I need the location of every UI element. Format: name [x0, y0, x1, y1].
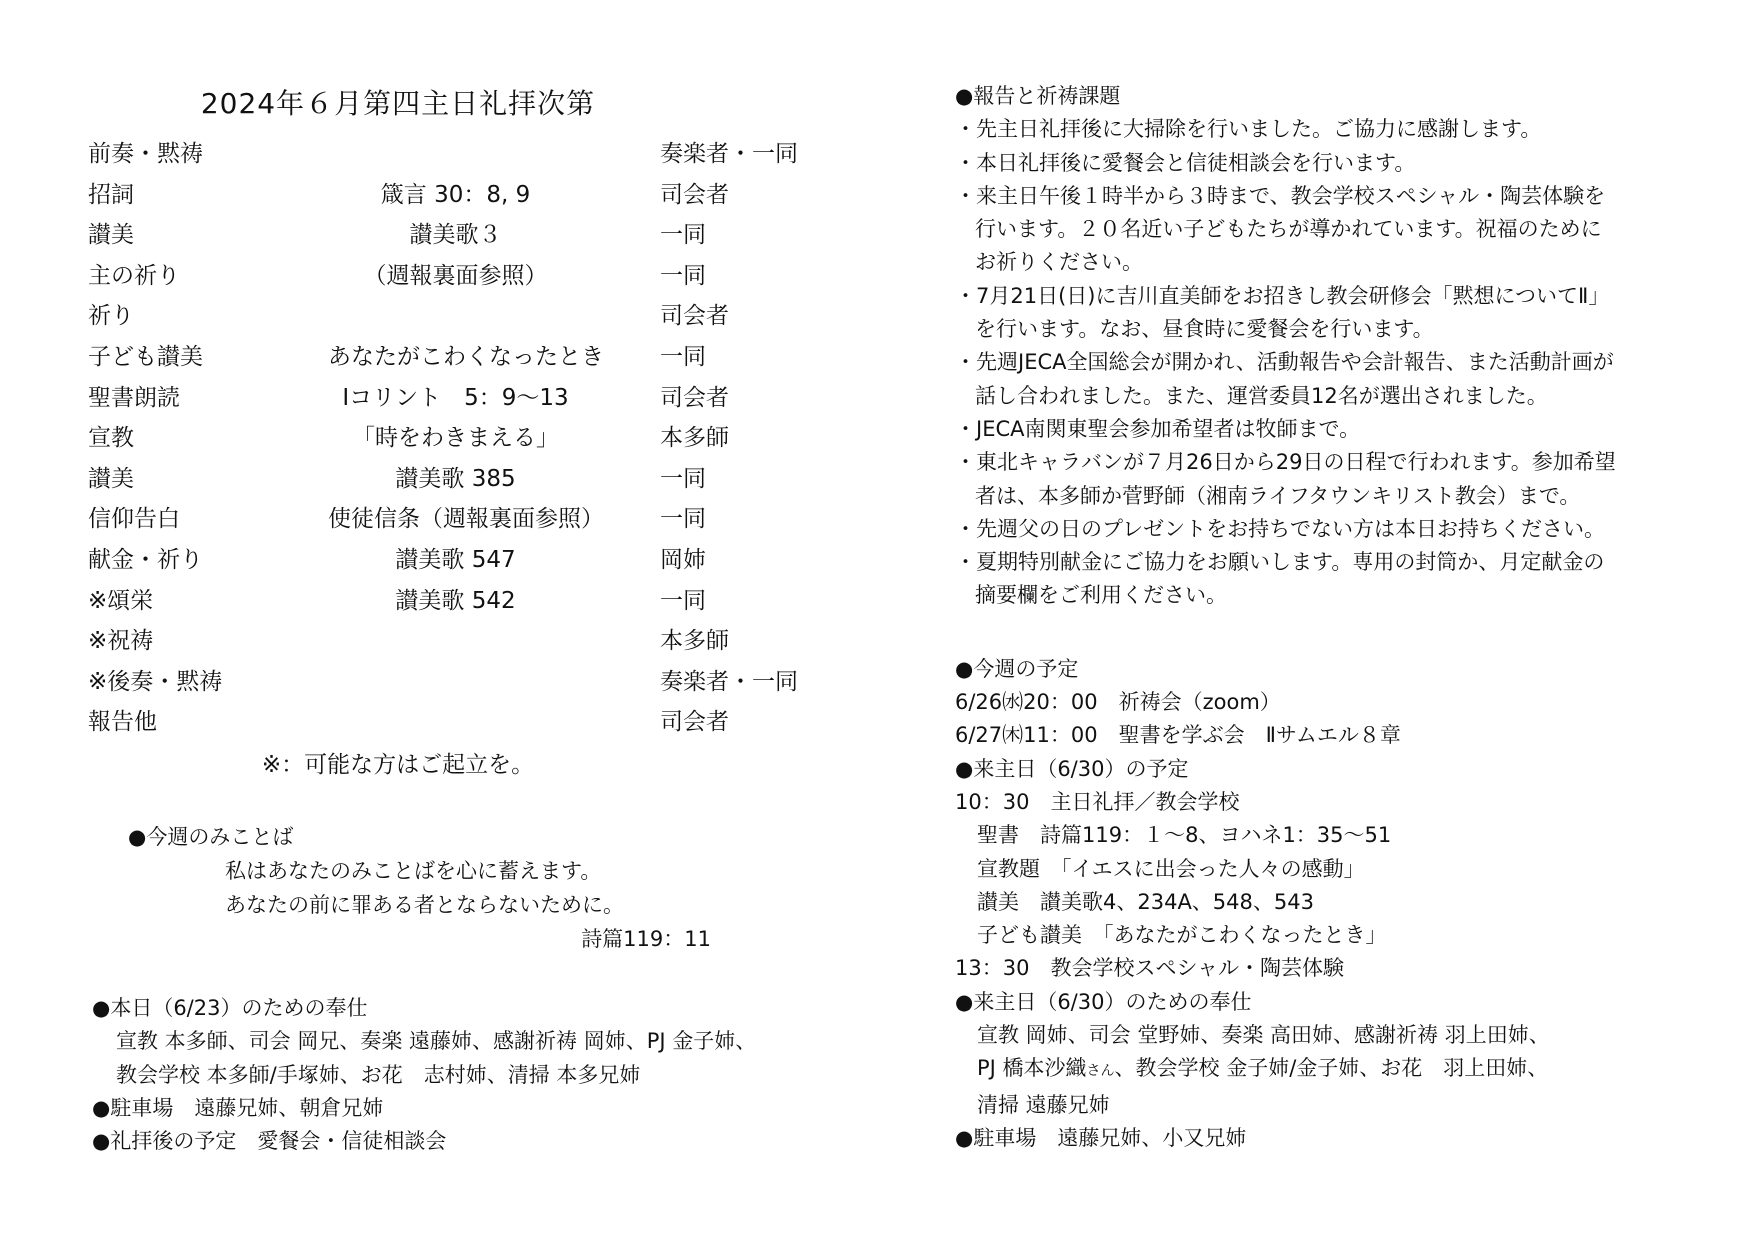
report-item: ・先週JECA全国総会が開かれ、活動報告や会計報告、また活動計画が	[955, 350, 1614, 375]
order-row	[88, 581, 868, 622]
order-row	[88, 540, 868, 581]
next-service-heading: ●来主日（6/30）のための奉仕	[955, 989, 1252, 1014]
today-parking: ●駐車場 遠藤兄姉、朝倉兄姉	[92, 1095, 384, 1120]
order-row	[88, 175, 868, 216]
order-reference: あなたがこわくなったとき	[328, 343, 604, 370]
order-leader: 一同	[660, 465, 706, 492]
report-item: ・JECA南関東聖会参加希望者は牧師まで。	[955, 416, 1361, 441]
order-of-service	[88, 84, 868, 785]
order-row	[88, 702, 868, 743]
next-service-text: PJ 橋本沙織	[977, 1056, 1087, 1081]
report-item: ・夏期特別献金にご協力をお願いします。専用の封筒か、月定献金の	[955, 550, 1605, 575]
order-row	[88, 296, 868, 337]
report-item: ・東北キャラバンが７月26日から29日の日程で行われます。参加希望	[955, 450, 1616, 475]
next-sunday-detail: 宣教題 「イエスに出会った人々の感動」	[977, 856, 1365, 881]
report-item-continued: を行います。なお、昼食時に愛餐会を行います。	[975, 317, 1434, 342]
order-row	[88, 418, 868, 459]
weekly-word-line: 私はあなたのみことばを心に蓄えます。	[225, 859, 602, 883]
order-leader: 奏楽者・一同	[660, 668, 798, 695]
report-item: ・本日礼拝後に愛餐会と信徒相談会を行います。	[955, 150, 1416, 175]
order-item: 献金・祈り	[88, 546, 203, 573]
next-sunday-detail: 讃美 讃美歌4、234A、548、543	[977, 889, 1314, 914]
order-item: 報告他	[88, 709, 157, 736]
order-leader: 奏楽者・一同	[660, 141, 798, 167]
next-service-line: 宣教 岡姉、司会 堂野姉、奏楽 高田姉、感謝祈祷 羽上田姉、	[977, 1023, 1550, 1048]
order-reference: 箴言 30：8, 9	[380, 181, 531, 208]
order-leader: 一同	[660, 262, 706, 289]
after-service-plan: ●礼拝後の予定 愛餐会・信徒相談会	[92, 1129, 447, 1154]
weekly-word	[128, 820, 728, 956]
order-leader: 司会者	[660, 181, 729, 208]
today-service	[92, 992, 852, 1158]
order-leader: 一同	[660, 506, 706, 533]
order-item: 讃美	[88, 465, 134, 492]
order-leader: 本多師	[660, 628, 729, 655]
order-reference: Ⅰコリント 5：9～13	[342, 384, 569, 411]
report-item-continued: お祈りください。	[975, 250, 1143, 275]
report-item: ・7月21日(日)に吉川直美師をお招きし教会研修会「黙想についてⅡ」	[955, 283, 1610, 308]
order-leader: 岡姉	[660, 546, 706, 573]
schedule-line: 6/26㈬20：00 祈祷会（zoom）	[955, 690, 1281, 715]
order-leader: 司会者	[660, 384, 729, 411]
order-row	[88, 134, 868, 175]
report-item: ・来主日午後１時半から３時まで、教会学校スペシャル・陶芸体験を	[955, 183, 1606, 208]
order-row	[88, 621, 868, 662]
next-sunday-detail: 子ども讃美 「あなたがこわくなったとき」	[977, 923, 1387, 948]
order-row	[88, 215, 868, 256]
report-item-continued: 者は、本多師か菅野師（湘南ライフタウンキリスト教会）まで。	[975, 483, 1581, 508]
order-reference: 讃美歌 542	[395, 587, 516, 614]
weekly-word-citation: 詩篇119：11	[581, 927, 711, 951]
order-item: 子ども讃美	[88, 343, 203, 370]
order-leader: 司会者	[660, 709, 729, 736]
today-service-line: 宣教 本多師、司会 岡兄、奏楽 遠藤姉、感謝祈祷 岡姉、PJ 金子姉、	[116, 1029, 757, 1054]
reports-heading: ●報告と祈祷課題	[955, 84, 1121, 108]
order-item: ※祝祷	[88, 628, 154, 655]
order-item: 讃美	[88, 222, 134, 249]
page-title: 2024年６月第四主日礼拝次第	[200, 87, 596, 120]
order-item: 前奏・黙祷	[88, 141, 203, 167]
order-reference: （週報裏面参照）	[363, 262, 548, 289]
order-item: ※後奏・黙祷	[88, 668, 223, 695]
next-service-text: 、教会学校 金子姉/金子姉、お花 羽上田姉、	[1114, 1056, 1549, 1081]
order-reference: 讃美歌３	[409, 222, 502, 249]
order-leader: 一同	[660, 587, 706, 614]
standing-note: ※：可能な方はご起立を。	[261, 751, 535, 778]
reports-list	[955, 113, 1675, 612]
next-sunday-time: 13：30 教会学校スペシャル・陶芸体験	[955, 956, 1345, 981]
order-item: 信仰告白	[88, 506, 180, 533]
order-item: ※頌栄	[88, 587, 154, 614]
order-row	[88, 662, 868, 703]
order-item: 祈り	[88, 303, 134, 330]
order-item: 主の祈り	[88, 262, 180, 289]
schedule-line: 6/27㈭11：00 聖書を学ぶ会 Ⅱサムエル８章	[955, 723, 1401, 748]
next-service-honorific: さん	[1086, 1063, 1115, 1080]
order-reference: 「時をわきまえる」	[352, 425, 559, 452]
today-service-heading: ●本日（6/23）のための奉仕	[92, 996, 368, 1020]
report-item-continued: 話し合われました。また、運営委員12名が選出されました。	[975, 383, 1548, 408]
next-service-line: 清掃 遠藤兄姉	[977, 1092, 1110, 1117]
order-row	[88, 378, 868, 419]
order-row	[88, 337, 868, 378]
order-row	[88, 499, 868, 540]
order-reference: 讃美歌 385	[395, 465, 516, 492]
report-item: ・先週父の日のプレゼントをお持ちでない方は本日お持ちください。	[955, 516, 1605, 541]
order-reference: 使徒信条（週報裏面参照）	[328, 506, 604, 533]
order-row	[88, 256, 868, 297]
next-service-line	[955, 1052, 1675, 1088]
order-leader: 一同	[660, 222, 706, 249]
order-item: 招詞	[88, 181, 134, 208]
report-item-continued: 摘要欄をご利用ください。	[975, 583, 1227, 608]
this-week-heading: ●今週の予定	[955, 656, 1079, 681]
report-item-continued: 行います。２０名近い子どもたちが導かれています。祝福のために	[975, 217, 1602, 242]
weekly-word-line: あなたの前に罪ある者とならないために。	[225, 893, 624, 917]
order-leader: 一同	[660, 343, 706, 370]
next-sunday-heading: ●来主日（6/30）の予定	[955, 756, 1189, 781]
next-sunday-detail: 聖書 詩篇119：１～8、ヨハネ1：35～51	[977, 823, 1392, 848]
order-reference: 讃美歌 547	[395, 546, 516, 573]
report-item: ・先主日礼拝後に大掃除を行いました。ご協力に感謝します。	[955, 117, 1542, 142]
right-column	[955, 80, 1675, 1155]
order-list	[88, 134, 868, 743]
order-leader: 司会者	[660, 303, 729, 330]
next-sunday-time: 10：30 主日礼拝／教会学校	[955, 789, 1240, 814]
order-item: 宣教	[88, 425, 134, 452]
order-item: 聖書朗読	[88, 384, 180, 411]
spacer	[955, 613, 1675, 653]
next-parking: ●駐車場 遠藤兄姉、小又兄姉	[955, 1125, 1247, 1150]
today-service-line: 教会学校 本多師/手塚姉、お花 志村姉、清掃 本多兄姉	[116, 1062, 641, 1087]
weekly-word-heading: ●今週のみことば	[128, 825, 294, 849]
order-leader: 本多師	[660, 425, 729, 452]
order-row	[88, 459, 868, 500]
